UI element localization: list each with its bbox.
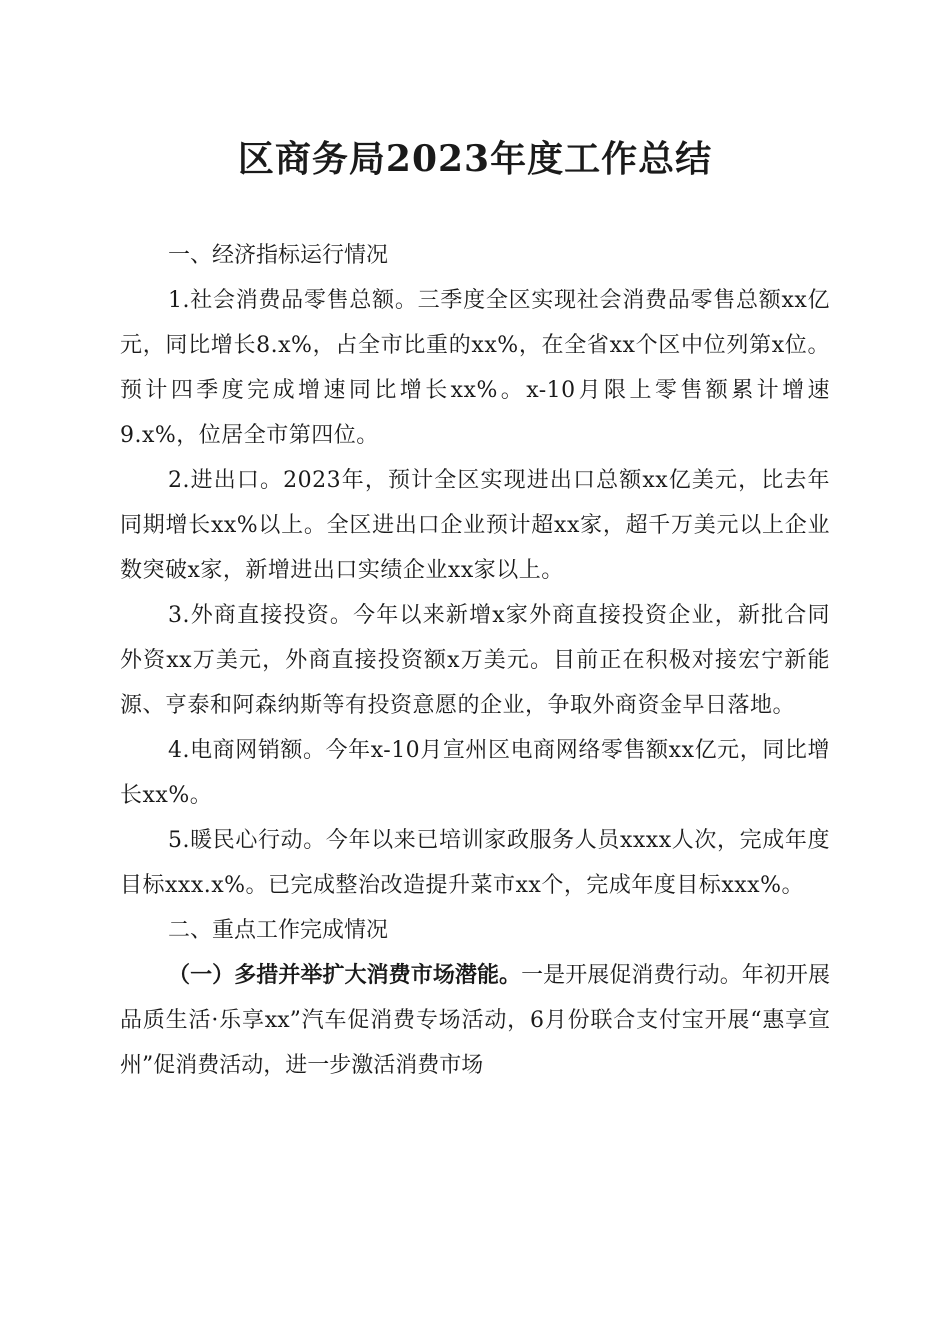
section-heading-economic-indicators: 一、经济指标运行情况 xyxy=(168,243,389,268)
subheading-expand-consumption: （一）多措并举扩大消费市场潜能。 xyxy=(168,962,522,988)
document-body xyxy=(120,233,830,1088)
paragraph-consumption-market xyxy=(120,953,830,1088)
paragraph-import-export: 2.进出口。2023年，预计全区实现进出口总额xx亿美元，比去年同期增长xx%以上。全区进出口企业预计超xx家，超千万美元以上企业数突破x家，新增进出口实绩企业xx家以上。 xyxy=(120,468,830,583)
paragraph-foreign-investment: 3.外商直接投资。今年以来新增x家外商直接投资企业，新批合同外资xx万美元，外商直接投资额x万美元。目前正在积极对接宏宁新能源、亨泰和阿森纳斯等有投资意愿的企业，争取外商资金早日落地。 xyxy=(120,603,830,718)
document-title: 区商务局2023年度工作总结 xyxy=(237,138,713,180)
section-heading-key-work: 二、重点工作完成情况 xyxy=(168,918,389,943)
paragraph-livelihood-action: 5.暖民心行动。今年以来已培训家政服务人员xxxx人次，完成年度目标xxx.x%。已完成整治改造提升菜市xx个，完成年度目标xxx%。 xyxy=(120,828,830,898)
paragraph-retail-sales: 1.社会消费品零售总额。三季度全区实现社会消费品零售总额xx亿元，同比增长8.x%，占全市比重的xx%，在全省xx个区中位列第x位。预计四季度完成增速同比增长xx%。x-10月限上零售额累计增速9.x%，位居全市第四位。 xyxy=(120,288,830,448)
paragraph-consumption-text: 一是开展促消费行动。年初开展品质生活·乐享xx”汽车促消费专场活动，6月份联合支付宝开展“惠享宣州”促消费活动，进一步激活消费市场 xyxy=(120,963,830,1078)
paragraph-ecommerce-sales: 4.电商网销额。今年x-10月宣州区电商网络零售额xx亿元，同比增长xx%。 xyxy=(120,738,830,808)
